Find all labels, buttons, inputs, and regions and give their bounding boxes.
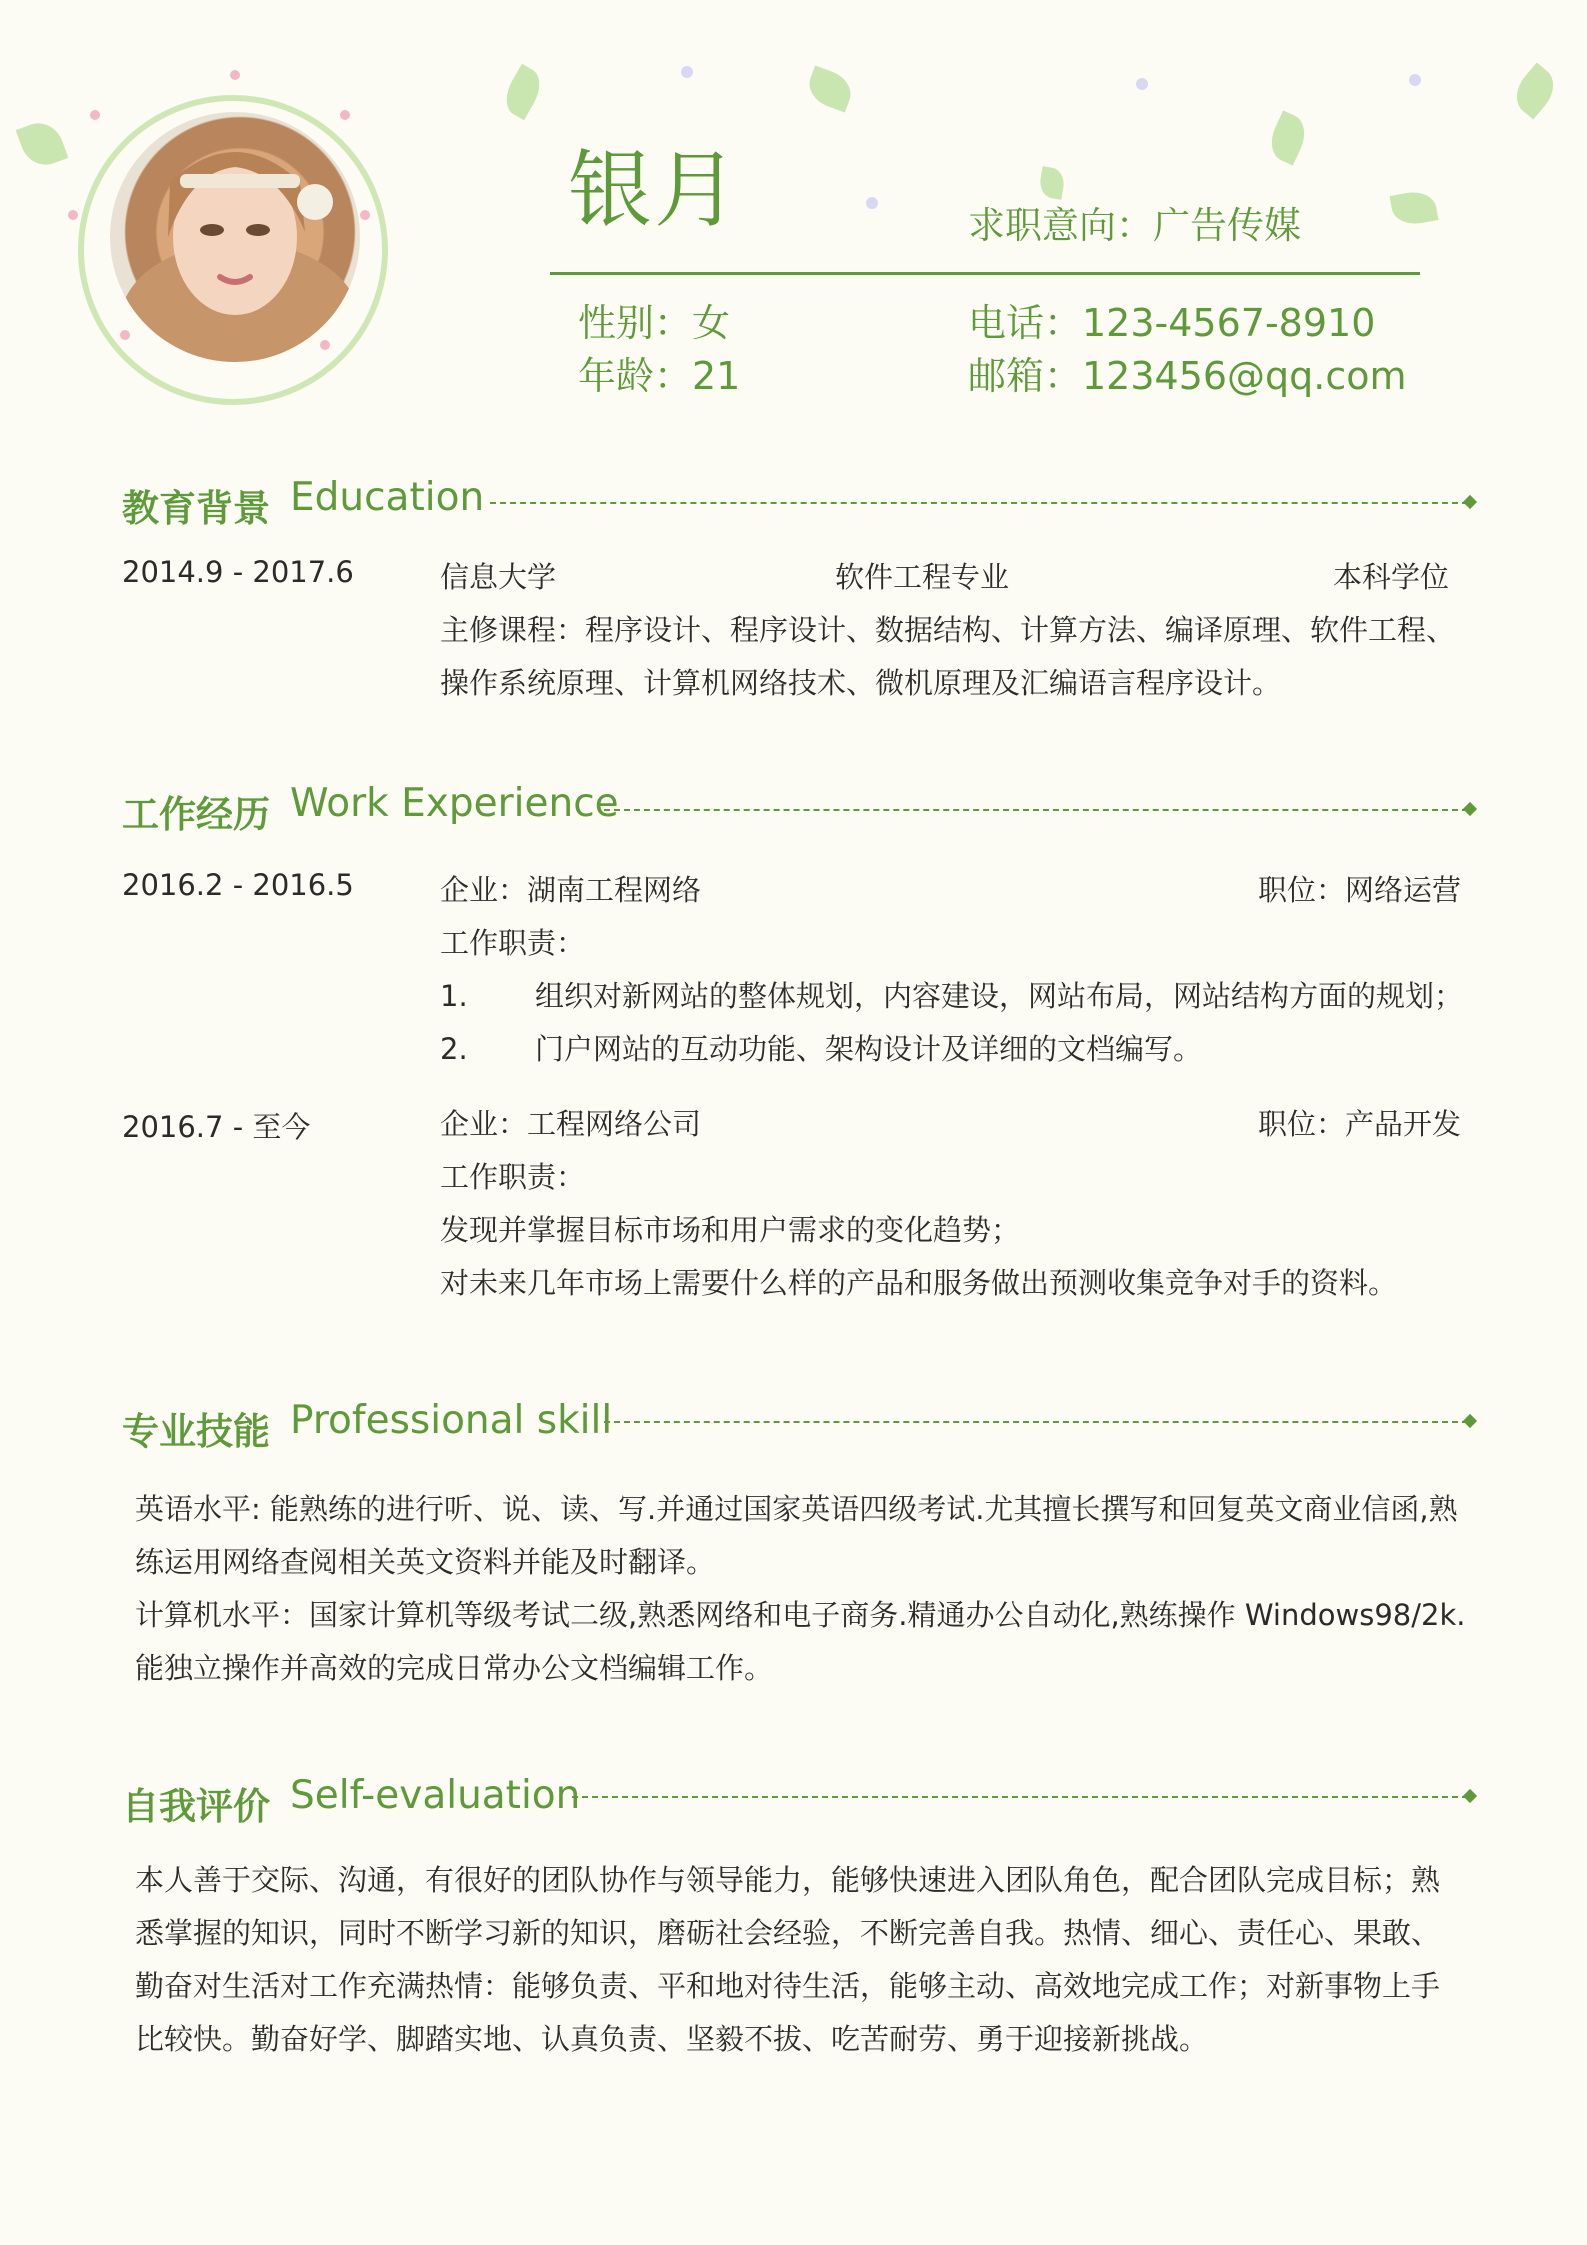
section-title-cn: 专业技能 <box>122 1410 270 1453</box>
petal-decoration <box>340 110 350 120</box>
section-title-cn: 工作经历 <box>122 793 270 836</box>
section-title-cn: 教育背景 <box>122 487 270 530</box>
section-divider <box>572 1796 1468 1798</box>
petal-decoration <box>230 70 240 80</box>
duty-text: 门户网站的互动功能、架构设计及详细的文档编写。 <box>535 1032 1203 1066</box>
gender: 性别：女 <box>578 301 731 345</box>
section-title-en: Professional skill <box>290 1398 613 1443</box>
job-company: 企业：工程网络公司 <box>440 1107 702 1141</box>
email: 邮箱：123456@qq.com <box>968 354 1407 398</box>
job-duty-label: 工作职责： <box>440 1160 586 1194</box>
job-period: 2016.2 - 2016.5 <box>122 868 354 902</box>
section-divider <box>604 1421 1468 1423</box>
petal-decoration <box>120 330 130 340</box>
section-title-en: Work Experience <box>290 781 619 826</box>
section-title-en: Self-evaluation <box>290 1773 581 1818</box>
leaf-decoration <box>16 116 69 171</box>
self-eval-line: 比较快。勤奋好学、脚踏实地、认真负责、坚毅不拔、吃苦耐劳、勇于迎接新挑战。 <box>135 2022 1209 2056</box>
education-courses: 主修课程：程序设计、程序设计、数据结构、计算方法、编译原理、软件工程、 <box>440 613 1456 647</box>
section-divider <box>490 502 1468 504</box>
dot-decoration <box>1136 78 1148 90</box>
diamond-icon <box>1463 1789 1477 1803</box>
skills-line: 计算机水平：国家计算机等级考试二级,熟悉网络和电子商务.精通办公自动化,熟练操作 Windows98/2k. <box>135 1598 1466 1632</box>
dot-decoration <box>1409 74 1421 86</box>
self-eval-line: 勤奋对生活对工作充满热情：能够负责、平和地对待生活，能够主动、高效地完成工作；对新事物上手 <box>135 1969 1441 2003</box>
section-title-en: Education <box>290 475 485 520</box>
age: 年龄：21 <box>578 354 741 398</box>
leaf-decoration <box>498 64 548 121</box>
skills-line: 练运用网络查阅相关英文资料并能及时翻译。 <box>135 1545 716 1579</box>
education-degree: 本科学位 <box>1333 560 1450 594</box>
job-position: 职位：产品开发 <box>1258 1107 1462 1141</box>
phone: 电话：123-4567-8910 <box>968 301 1376 345</box>
leaf-decoration <box>1390 188 1439 227</box>
section-divider <box>604 809 1468 811</box>
job-intention: 求职意向：广告传媒 <box>968 204 1301 247</box>
job-duty-label: 工作职责： <box>440 926 586 960</box>
candidate-name: 银月 <box>568 141 741 239</box>
petal-decoration <box>320 340 330 350</box>
duty-text: 发现并掌握目标市场和用户需求的变化趋势； <box>440 1213 1021 1247</box>
job-company: 企业：湖南工程网络 <box>440 873 702 907</box>
job-position: 职位：网络运营 <box>1258 873 1462 907</box>
duty-text: 对未来几年市场上需要什么样的产品和服务做出预测收集竞争对手的资料。 <box>440 1266 1398 1300</box>
leaf-decoration <box>1264 110 1312 165</box>
education-major: 软件工程专业 <box>835 560 1010 594</box>
diamond-icon <box>1463 1414 1477 1428</box>
diamond-icon <box>1463 802 1477 816</box>
dot-decoration <box>681 66 693 78</box>
diamond-icon <box>1463 495 1477 509</box>
skills-line: 能独立操作并高效的完成日常办公文档编辑工作。 <box>135 1651 774 1685</box>
education-school: 信息大学 <box>440 560 557 594</box>
leaf-decoration <box>804 66 857 113</box>
avatar-portrait <box>110 112 360 362</box>
dot-decoration <box>866 197 878 209</box>
education-courses: 操作系统原理、计算机网络技术、微机原理及汇编语言程序设计。 <box>440 666 1282 700</box>
section-title-cn: 自我评价 <box>122 1785 270 1828</box>
self-eval-line: 本人善于交际、沟通，有很好的团队协作与领导能力，能够快速进入团队角色，配合团队完成目标；熟 <box>135 1863 1441 1897</box>
duty-text: 组织对新网站的整体规划，内容建设，网站布局，网站结构方面的规划； <box>535 979 1464 1013</box>
petal-decoration <box>90 110 100 120</box>
header-divider <box>550 272 1420 275</box>
skills-line: 英语水平: 能熟练的进行听、说、读、写.并通过国家英语四级考试.尤其擅长撰写和回复英文商业信函,熟 <box>135 1492 1458 1526</box>
avatar <box>110 112 360 362</box>
petal-decoration <box>68 210 78 220</box>
self-eval-line: 悉掌握的知识，同时不断学习新的知识，磨砺社会经验，不断完善自我。热情、细心、责任心、果敢、 <box>135 1916 1441 1950</box>
duty-number: 2. <box>440 1032 468 1066</box>
leaf-decoration <box>1507 62 1563 119</box>
job-period: 2016.7 - 至今 <box>122 1110 311 1144</box>
education-period: 2014.9 - 2017.6 <box>122 555 354 589</box>
duty-number: 1. <box>440 979 468 1013</box>
petal-decoration <box>360 210 370 220</box>
